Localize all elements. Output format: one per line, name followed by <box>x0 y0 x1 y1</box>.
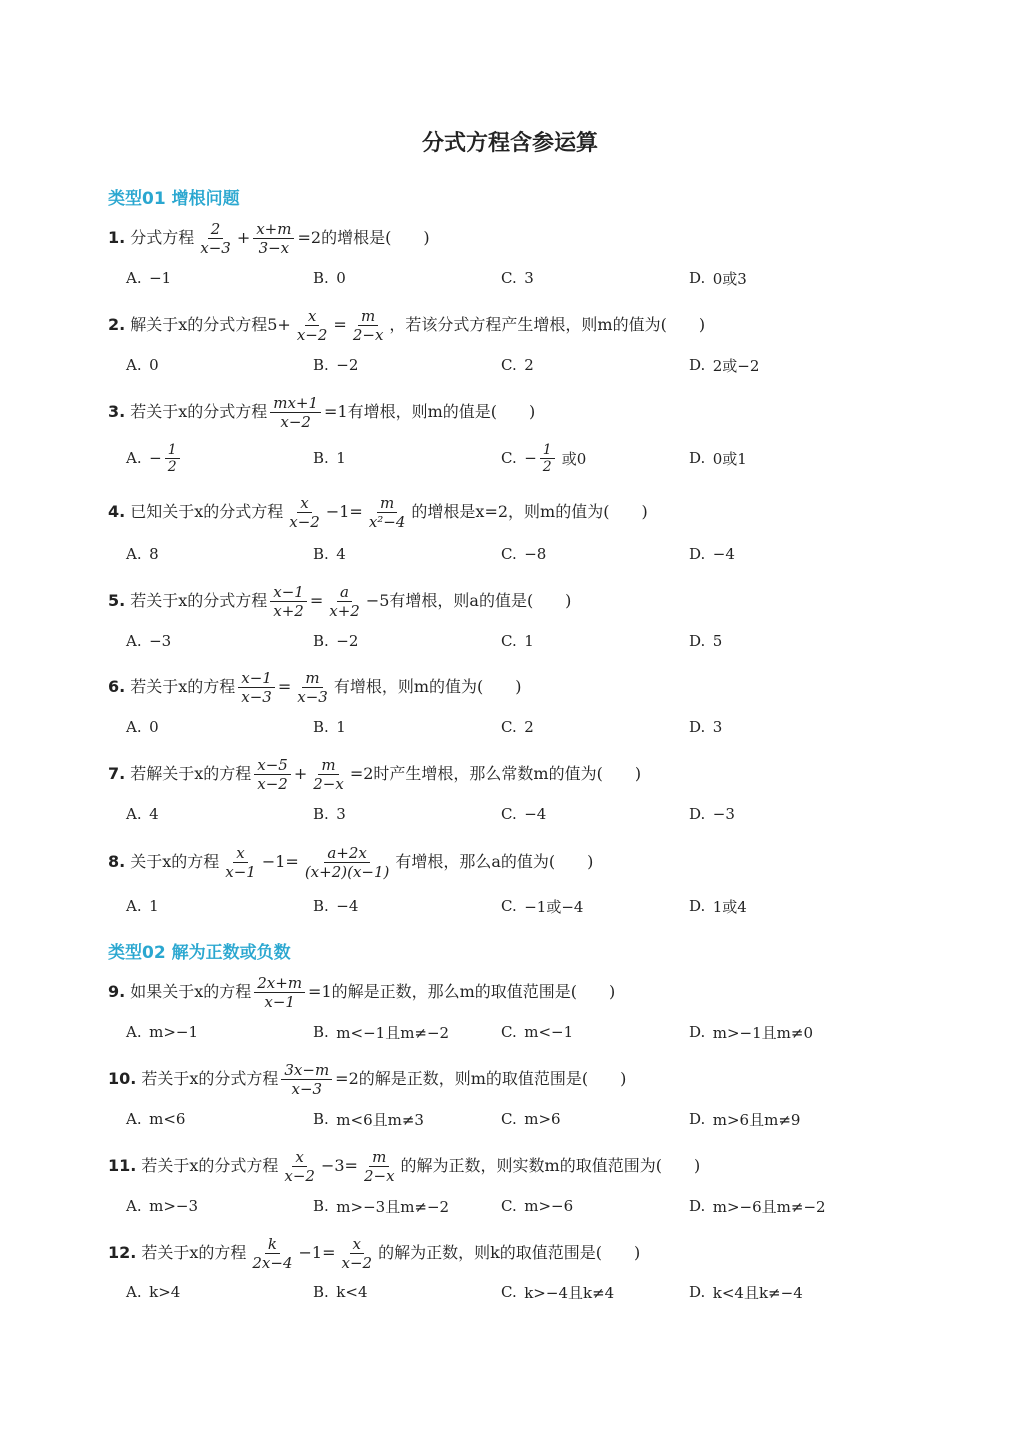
option-d[interactable] <box>689 266 747 290</box>
option-b[interactable] <box>313 894 358 918</box>
option-d[interactable] <box>689 1280 803 1304</box>
question-number: 6. <box>108 677 126 696</box>
option-label: A. <box>126 449 150 467</box>
fraction-denominator: 2−x <box>363 1166 395 1185</box>
option-text: 3 <box>712 718 723 736</box>
fraction-numerator: x <box>305 307 319 326</box>
option-text: k>−4且k≠4 <box>524 1283 615 1302</box>
option-label: C. <box>501 718 525 736</box>
options-row <box>126 1020 986 1044</box>
option-a[interactable] <box>126 894 159 918</box>
fraction-denominator: 2 <box>167 458 177 475</box>
fraction-denominator: x−3 <box>297 687 328 706</box>
option-d[interactable] <box>689 715 722 739</box>
option-label: B. <box>313 1110 337 1128</box>
fraction <box>294 669 331 706</box>
question-text: 若关于x的分式方程 <box>130 591 268 610</box>
option-text: 2或−2 <box>712 356 760 375</box>
section-heading-1: 类型01 增根问题 <box>108 189 240 209</box>
fraction <box>302 844 393 881</box>
option-label: C. <box>501 1023 525 1041</box>
option-d[interactable] <box>689 894 747 918</box>
fraction-numerator: x−5 <box>254 756 291 775</box>
fraction-denominator: x−2 <box>280 412 311 431</box>
option-text: 1 <box>336 449 346 467</box>
question-number: 7. <box>108 764 126 783</box>
options-row <box>126 715 986 739</box>
fraction-numerator: mx+1 <box>270 394 321 413</box>
question-text: 解关于x的分式方程5+ <box>130 315 291 334</box>
fraction-numerator: x <box>350 1235 364 1254</box>
option-text: m>−1 <box>149 1023 199 1041</box>
fraction <box>253 220 294 257</box>
option-a[interactable] <box>126 802 159 826</box>
fraction-numerator: x <box>297 494 311 513</box>
option-text: − <box>524 449 537 467</box>
option-c[interactable] <box>501 1107 561 1131</box>
option-label: D. <box>689 718 713 736</box>
question-text: 若关于x的分式方程 <box>141 1069 279 1088</box>
options-row <box>126 802 986 826</box>
fraction-denominator: 2 <box>542 458 552 475</box>
option-text: −1 <box>149 269 172 287</box>
option-b[interactable] <box>313 542 346 566</box>
option-label: B. <box>313 897 337 915</box>
options-row <box>126 441 986 475</box>
option-text: −4 <box>712 545 735 563</box>
option-text: 2 <box>524 718 534 736</box>
option-text: −2 <box>336 356 359 374</box>
option-a[interactable] <box>126 1194 198 1218</box>
option-label: C. <box>501 356 525 374</box>
fraction-denominator: 2−x <box>352 325 384 344</box>
fraction-denominator: x−2 <box>289 512 320 531</box>
option-label: D. <box>689 1283 713 1301</box>
question-text: + <box>236 228 251 247</box>
option-d[interactable] <box>689 1020 813 1044</box>
fraction-numerator: m <box>302 669 322 688</box>
fraction-numerator: 2x+m <box>254 974 305 993</box>
option-a[interactable] <box>126 1280 180 1304</box>
option-text: −1或−4 <box>524 897 584 916</box>
option-b[interactable] <box>313 1280 368 1304</box>
fraction-denominator: x−2 <box>284 1166 315 1185</box>
option-label: B. <box>313 1023 337 1041</box>
options-row <box>126 1194 986 1218</box>
option-text: −4 <box>524 805 547 823</box>
question-text: 有增根，则m的值为( ) <box>333 677 522 696</box>
option-label: D. <box>689 545 713 563</box>
question-text: 若关于x的分式方程 <box>141 1156 279 1175</box>
question-11 <box>108 1142 700 1190</box>
option-text: m>−3 <box>149 1197 199 1215</box>
question-number: 9. <box>108 982 126 1001</box>
option-a[interactable] <box>126 542 159 566</box>
question-10 <box>108 1055 626 1103</box>
option-d[interactable] <box>689 1194 826 1218</box>
fraction-denominator: x²−4 <box>368 512 406 531</box>
question-text: 若关于x的分式方程 <box>130 402 268 421</box>
question-text: 已知关于x的分式方程 <box>130 502 284 521</box>
fraction-denominator: x−1 <box>264 992 295 1011</box>
question-number: 10. <box>108 1069 137 1088</box>
options-row <box>126 542 986 566</box>
fraction-numerator: m <box>318 756 338 775</box>
question-text: 若关于x的方程 <box>130 677 236 696</box>
question-text: ，若该分式方程产生增根，则m的值为( ) <box>389 315 706 334</box>
option-label: B. <box>313 269 337 287</box>
fraction <box>254 756 291 793</box>
fraction-numerator: x <box>233 844 247 863</box>
option-label: D. <box>689 269 713 287</box>
fraction-denominator: x+2 <box>273 601 304 620</box>
fraction-denominator: x−3 <box>291 1079 323 1098</box>
option-c[interactable] <box>501 1194 573 1218</box>
option-d[interactable] <box>689 542 735 566</box>
option-text: − <box>149 449 162 467</box>
fraction-numerator: m <box>377 494 397 513</box>
fraction-denominator: x+2 <box>329 601 360 620</box>
option-c[interactable] <box>501 542 546 566</box>
section-heading-2: 类型02 解为正数或负数 <box>108 943 291 963</box>
option-a[interactable] <box>126 1020 198 1044</box>
option-text: 1或4 <box>712 897 747 916</box>
option-text: 1 <box>524 632 534 650</box>
fraction <box>350 307 387 344</box>
option-label: B. <box>313 545 337 563</box>
fraction-numerator: 2 <box>208 220 224 239</box>
question-text: = <box>333 315 347 334</box>
fraction-denominator: 3−x <box>258 238 290 257</box>
question-6 <box>108 663 521 711</box>
fraction-numerator: x <box>292 1148 306 1167</box>
question-text: =2的增根是( ) <box>297 228 430 247</box>
option-text: m>−6且m≠−2 <box>712 1197 826 1216</box>
option-label: D. <box>689 897 713 915</box>
question-1 <box>108 214 430 262</box>
question-8 <box>108 838 593 886</box>
option-text: −2 <box>336 632 359 650</box>
option-label: C. <box>501 1283 525 1301</box>
question-number: 3. <box>108 402 126 421</box>
question-7 <box>108 750 641 798</box>
option-c[interactable] <box>501 441 587 475</box>
fraction-denominator: (x+2)(x−1) <box>304 862 390 881</box>
option-label: D. <box>689 1110 713 1128</box>
fraction-denominator: x−2 <box>341 1253 373 1272</box>
option-c[interactable] <box>501 802 546 826</box>
question-number: 4. <box>108 502 126 521</box>
fraction <box>366 494 409 531</box>
question-5 <box>108 577 571 625</box>
option-b[interactable] <box>313 353 358 377</box>
option-text: 1 <box>149 897 159 915</box>
option-text: m>6且m≠9 <box>712 1110 801 1129</box>
question-text: 的增根是x=2，则m的值为( ) <box>411 502 648 521</box>
option-label: C. <box>501 1197 525 1215</box>
option-label: A. <box>126 805 150 823</box>
question-text: + <box>293 764 308 783</box>
fraction <box>286 494 323 531</box>
option-b[interactable] <box>313 802 346 826</box>
option-text: 2 <box>524 356 534 374</box>
fraction <box>326 583 363 620</box>
option-text: 0 <box>336 269 346 287</box>
option-label: D. <box>689 632 713 650</box>
option-text: k>4 <box>149 1283 181 1301</box>
question-number: 12. <box>108 1243 137 1262</box>
option-text: m<−1 <box>524 1023 574 1041</box>
option-label: A. <box>126 356 150 374</box>
fraction <box>222 844 259 881</box>
option-label: A. <box>126 718 150 736</box>
option-text: m<−1且m≠−2 <box>336 1023 450 1042</box>
option-text: −3 <box>149 632 172 650</box>
question-text: 有增根，那么a的值为( ) <box>395 852 594 871</box>
question-number: 8. <box>108 852 126 871</box>
option-c[interactable] <box>501 715 534 739</box>
page-title: 分式方程含参运算 <box>421 131 598 156</box>
option-label: A. <box>126 1283 150 1301</box>
option-c[interactable] <box>501 629 534 653</box>
fraction-numerator: k <box>265 1235 280 1254</box>
option-c[interactable] <box>501 266 534 290</box>
option-text: −3 <box>712 805 735 823</box>
fraction <box>197 220 234 257</box>
question-text: −1= <box>261 852 299 871</box>
fraction-denominator: x−2 <box>257 774 288 793</box>
option-text: m>−3且m≠−2 <box>336 1197 450 1216</box>
fraction <box>294 307 331 344</box>
option-label: A. <box>126 1110 150 1128</box>
question-number: 2. <box>108 315 126 334</box>
option-text-tail: 或0 <box>561 449 587 468</box>
question-text: =1有增根，则m的值是( ) <box>324 402 536 421</box>
option-label: A. <box>126 545 150 563</box>
fraction <box>238 669 275 706</box>
option-label: A. <box>126 1197 150 1215</box>
fraction-numerator: x+m <box>253 220 294 239</box>
question-text: 如果关于x的方程 <box>130 982 252 1001</box>
option-c[interactable] <box>501 894 583 918</box>
option-label: D. <box>689 805 713 823</box>
options-row <box>126 629 986 653</box>
question-text: −3= <box>320 1156 358 1175</box>
question-number: 11. <box>108 1156 137 1175</box>
fraction <box>361 1148 398 1185</box>
option-b[interactable] <box>313 266 346 290</box>
option-a[interactable] <box>126 353 159 377</box>
option-text: m>6 <box>524 1110 561 1128</box>
option-text: 5 <box>712 632 723 650</box>
option-b[interactable] <box>313 1020 449 1044</box>
option-a[interactable] <box>126 441 183 475</box>
option-b[interactable] <box>313 715 346 739</box>
question-text: −5有增根，则a的值是( ) <box>365 591 572 610</box>
option-label: C. <box>501 1110 525 1128</box>
option-a[interactable] <box>126 1107 185 1131</box>
option-label: A. <box>126 269 150 287</box>
option-d[interactable] <box>689 802 735 826</box>
options-row <box>126 353 986 377</box>
option-label: C. <box>501 805 525 823</box>
option-d[interactable] <box>689 629 722 653</box>
fraction-denominator: x−3 <box>200 238 231 257</box>
option-text: 0 <box>149 356 159 374</box>
question-text: −1= <box>298 1243 336 1262</box>
question-text: 若解关于x的方程 <box>130 764 252 783</box>
option-d[interactable] <box>689 446 747 470</box>
option-b[interactable] <box>313 629 358 653</box>
option-text: 8 <box>149 545 159 563</box>
fraction-numerator: 1 <box>540 442 555 459</box>
option-a[interactable] <box>126 629 171 653</box>
option-label: C. <box>501 545 525 563</box>
fraction <box>281 1061 332 1098</box>
option-c[interactable] <box>501 353 534 377</box>
fraction-numerator: 3x−m <box>281 1061 332 1080</box>
option-label: B. <box>313 718 337 736</box>
question-text: = <box>309 591 324 610</box>
fraction-numerator: m <box>369 1148 389 1167</box>
fraction <box>249 1235 295 1272</box>
fraction <box>339 1235 376 1272</box>
options-row <box>126 1107 986 1131</box>
question-3 <box>108 388 535 436</box>
question-text: 若关于x的方程 <box>141 1243 247 1262</box>
question-2 <box>108 301 705 349</box>
option-text: k<4 <box>336 1283 368 1301</box>
option-b[interactable] <box>313 1107 424 1131</box>
question-12 <box>108 1229 640 1277</box>
option-a[interactable] <box>126 715 159 739</box>
option-d[interactable] <box>689 1107 800 1131</box>
option-label: C. <box>501 449 525 467</box>
option-d[interactable] <box>689 353 759 377</box>
question-text: −1= <box>325 502 363 521</box>
option-text: k<4且k≠−4 <box>712 1283 803 1302</box>
option-label: A. <box>126 1023 150 1041</box>
option-text: m>−6 <box>524 1197 574 1215</box>
option-text: 0或3 <box>712 269 747 288</box>
question-text: =2时产生增根，那么常数m的值为( ) <box>349 764 642 783</box>
option-label: B. <box>313 1283 337 1301</box>
fraction <box>270 583 307 620</box>
fraction-numerator: a+2x <box>324 844 370 863</box>
option-label: C. <box>501 269 525 287</box>
fraction-denominator: x−3 <box>241 687 272 706</box>
option-label: D. <box>689 356 713 374</box>
fraction <box>281 1148 318 1185</box>
fraction-numerator: m <box>358 307 378 326</box>
option-b[interactable] <box>313 446 346 470</box>
question-number: 1. <box>108 228 126 247</box>
fraction-denominator: 2x−4 <box>252 1253 293 1272</box>
option-label: B. <box>313 632 337 650</box>
option-c[interactable] <box>501 1020 573 1044</box>
question-text: 分式方程 <box>130 228 195 247</box>
option-b[interactable] <box>313 1194 449 1218</box>
fraction-denominator: x−1 <box>225 862 256 881</box>
question-text: 关于x的方程 <box>130 852 220 871</box>
question-number: 5. <box>108 591 126 610</box>
option-c[interactable] <box>501 1280 614 1304</box>
fraction-denominator: x−2 <box>296 325 328 344</box>
question-text: 的解为正数，则k的取值范围是( ) <box>378 1243 641 1262</box>
fraction-numerator: 1 <box>165 442 180 459</box>
fraction-numerator: x−1 <box>270 583 307 602</box>
option-text: −4 <box>336 897 359 915</box>
option-text: −8 <box>524 545 547 563</box>
options-row <box>126 894 986 918</box>
options-row <box>126 1280 986 1304</box>
option-a[interactable] <box>126 266 171 290</box>
option-label: C. <box>501 632 525 650</box>
option-text: 3 <box>524 269 534 287</box>
question-text: =2的解是正数，则m的取值范围是( ) <box>335 1069 627 1088</box>
option-text: m<6 <box>149 1110 186 1128</box>
fraction <box>310 756 347 793</box>
options-row <box>126 266 986 290</box>
question-text: = <box>277 677 292 696</box>
option-text: 0 <box>149 718 159 736</box>
question-text: =1的解是正数，那么m的取值范围是( ) <box>308 982 616 1001</box>
option-text: 1 <box>336 718 346 736</box>
option-label: D. <box>689 449 713 467</box>
fraction-numerator: x−1 <box>238 669 275 688</box>
question-9 <box>108 968 615 1016</box>
option-label: B. <box>313 1197 337 1215</box>
fraction-numerator: a <box>337 583 352 602</box>
option-label: C. <box>501 897 525 915</box>
fraction-denominator: 2−x <box>313 774 344 793</box>
option-text: m>−1且m≠0 <box>712 1023 814 1042</box>
option-label: D. <box>689 1197 713 1215</box>
option-text: 4 <box>336 545 346 563</box>
option-text: m<6且m≠3 <box>336 1110 424 1129</box>
option-text: 4 <box>149 805 159 823</box>
option-label: A. <box>126 897 150 915</box>
option-label: A. <box>126 632 150 650</box>
option-fraction <box>540 442 555 475</box>
fraction <box>254 974 305 1011</box>
option-label: B. <box>313 356 337 374</box>
option-label: B. <box>313 805 337 823</box>
option-label: B. <box>313 449 337 467</box>
question-4 <box>108 488 648 536</box>
fraction <box>270 394 321 431</box>
option-label: D. <box>689 1023 713 1041</box>
option-text: 0或1 <box>712 449 747 468</box>
question-text: 的解为正数，则实数m的取值范围为( ) <box>400 1156 701 1175</box>
option-fraction <box>165 442 180 475</box>
option-text: 3 <box>336 805 346 823</box>
